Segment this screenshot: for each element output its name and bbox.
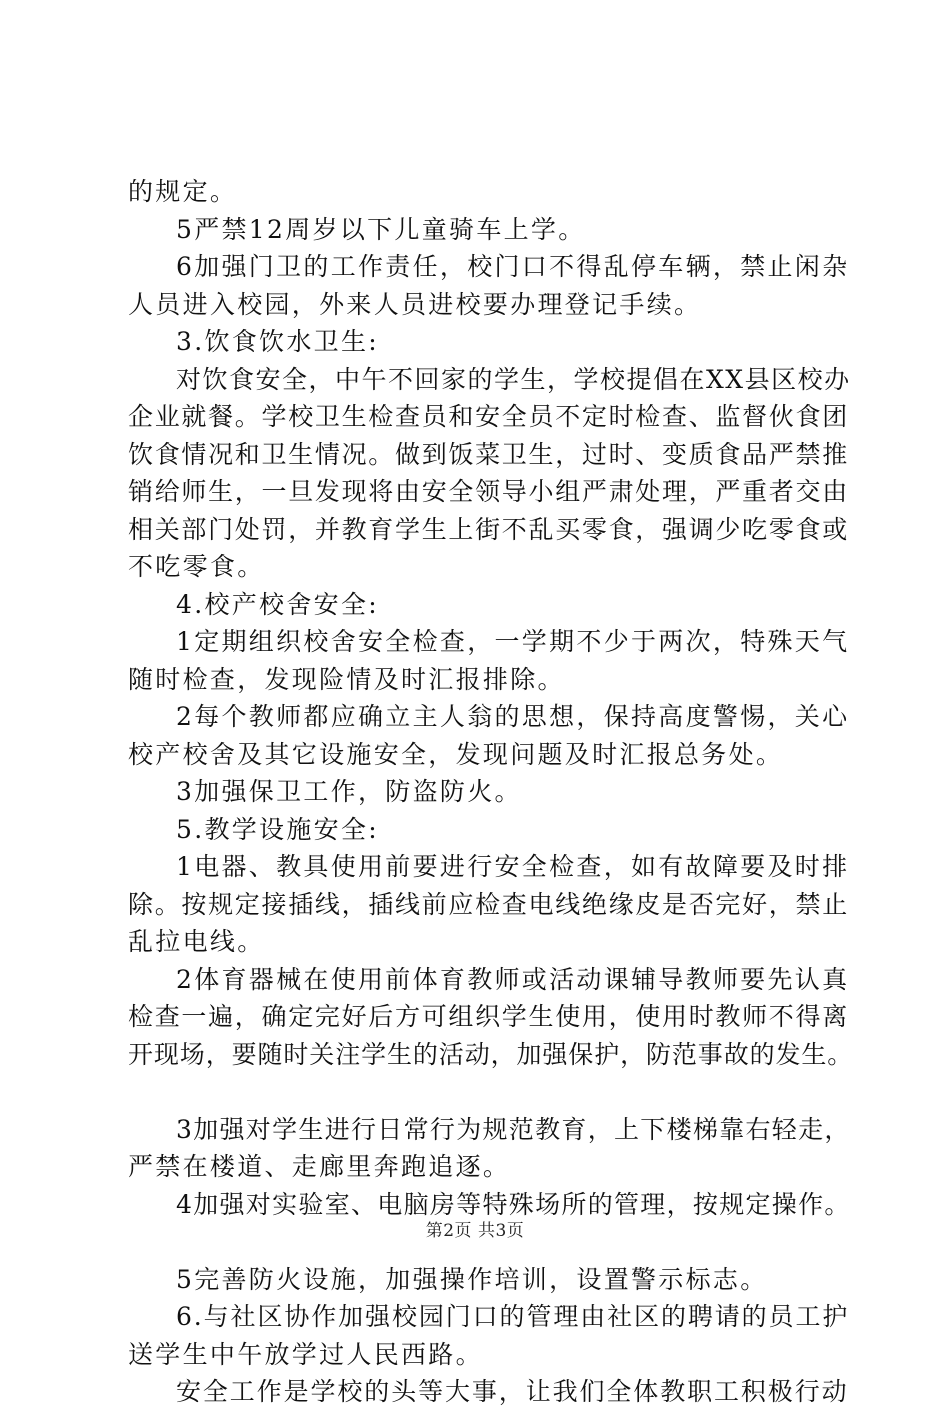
text-line: 饮食情况和卫生情况。做到饭菜卫生，过时、变质食品严禁推 (128, 439, 849, 469)
text-line: 除。按规定接插线，插线前应检查电线绝缘皮是否完好，禁止 (128, 889, 849, 919)
text-line: 的规定。 (128, 177, 238, 206)
text-line: 安全工作是学校的头等大事，让我们全体教职工积极行动 (176, 1377, 849, 1406)
text-line: 6.与社区协作加强校园门口的管理由社区的聘请的员工护 (176, 1302, 850, 1331)
blank-line (128, 1073, 853, 1111)
text-line: 4加强对实验室、电脑房等特殊场所的管理，按规定操作。 (176, 1189, 851, 1219)
section-heading: 5.教学设施安全: (176, 814, 379, 844)
text-line: 对饮食安全，中午不回家的学生，学校提倡在XX县区校办 (176, 364, 851, 394)
text-line: 校产校舍及其它设施安全，发现问题及时汇报总务处。 (128, 739, 784, 769)
text-line: 不吃零食。 (128, 552, 265, 581)
text-line: 3加强对学生进行日常行为规范教育，上下楼梯靠右轻走， (176, 1114, 851, 1144)
text-line: 1定期组织校舍安全检查，一学期不少于两次，特殊天气 (176, 627, 850, 656)
text-line: 5完善防火设施，加强操作培训，设置警示标志。 (176, 1264, 768, 1294)
text-line: 1电器、教具使用前要进行安全检查，如有故障要及时排 (176, 852, 850, 881)
text-line: 随时检查，发现险情及时汇报排除。 (128, 664, 565, 694)
text-line: 企业就餐。学校卫生检查员和安全员不定时检查、监督伙食团 (128, 402, 849, 431)
text-line: 检查一遍，确定完好后方可组织学生使用，使用时教师不得离 (128, 1002, 849, 1031)
page-number-footer: 第2页 共3页 (425, 1221, 525, 1241)
text-line: 开现场，要随时关注学生的活动，加强保护，防范事故的发生。 (128, 1039, 854, 1069)
text-line: 3加强保卫工作，防盗防火。 (176, 777, 522, 806)
text-line: 人员进入校园，外来人员进校要办理登记手续。 (128, 289, 702, 319)
text-line: 相关部门处罚，并教育学生上街不乱买零食，强调少吃零食或 (128, 514, 849, 544)
text-line: 乱拉电线。 (128, 927, 265, 956)
text-line: 5严禁12周岁以下儿童骑车上学。 (176, 214, 586, 244)
text-line: 6加强门卫的工作责任，校门口不得乱停车辆，禁止闲杂 (176, 252, 850, 281)
text-line: 销给师生，一旦发现将由安全领导小组严肃处理，严重者交由 (128, 477, 849, 506)
text-line: 2体育器械在使用前体育教师或活动课辅导教师要先认真 (176, 964, 850, 994)
section-heading: 3.饮食饮水卫生: (176, 327, 379, 356)
text-line: 严禁在楼道、走廊里奔跑追逐。 (128, 1152, 511, 1181)
text-line: 2每个教师都应确立主人翁的思想，保持高度警惕，关心 (176, 702, 850, 731)
section-heading: 4.校产校舍安全: (176, 589, 379, 619)
text-line: 送学生中午放学过人民西路。 (128, 1339, 483, 1369)
